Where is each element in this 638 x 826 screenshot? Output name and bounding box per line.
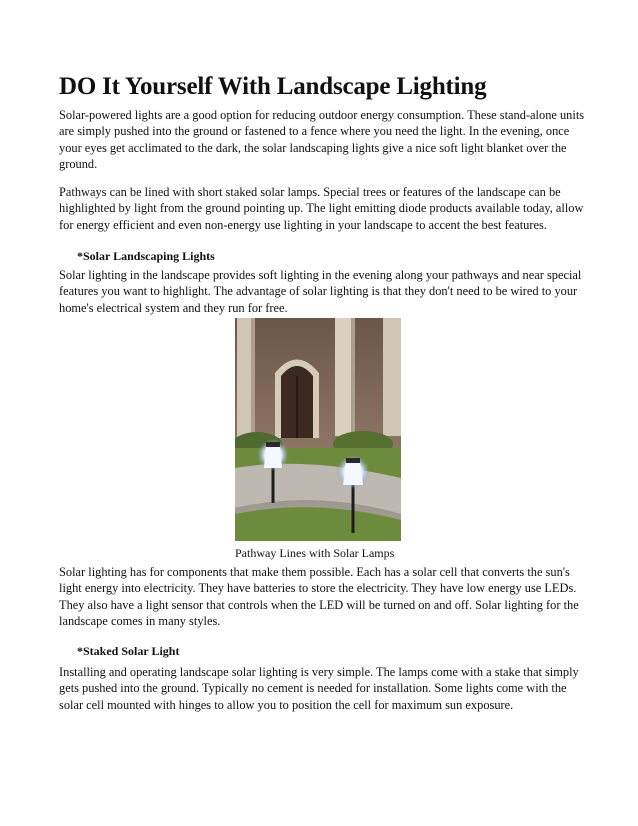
page-title: DO It Yourself With Landscape Lighting — [59, 73, 487, 100]
photo-illustration — [235, 318, 401, 541]
right-column — [335, 318, 351, 436]
paragraph-text: Solar-powered lights are a good option for reducing outdoor energy consumption. These stand-alone units are simply pushed into the ground or fastened to a fence where you need the light. In the evening, once your eyes get acclimated to the dark, the solar landscaping lights give a nice soft light blanket over the ground. — [59, 108, 585, 172]
paragraph-text: Installing and operating landscape solar lighting is very simple. The lamps come with a stake that simply gets pushed into the ground. Typically no cement is needed for installation. Some lights come with the solar cell mounted with hinges to allow you to position the cell for maximum sun exposure. — [59, 665, 579, 712]
subheading-solar-landscaping: *Solar Landscaping Lights — [77, 249, 215, 263]
figure-caption: Pathway Lines with Solar Lamps — [235, 546, 395, 560]
paragraph-intro — [59, 107, 587, 173]
paragraph-text: Solar lighting has for components that make them possible. Each has a solar cell that converts the sun's light energy into electricity. They have batteries to store the electricity. They have low energy use LEDs. They also have a light sensor that controls when the LED will be turned on and off. Solar lighting for the landscape comes in many styles. — [59, 565, 579, 629]
paragraph-pathways — [59, 184, 587, 233]
solar-lamp — [343, 462, 363, 485]
paragraph-solar-lighting — [59, 267, 587, 316]
left-column — [237, 318, 251, 438]
paragraph-text: Solar lighting in the landscape provides soft lighting in the evening along your pathways and near special features you want to highlight. The advantage of solar lighting is that they don't need to be wired to your home's electrical system and they run for free. — [59, 268, 582, 315]
figure-solar-lamps-photo — [235, 318, 401, 541]
paragraph-text: Pathways can be lined with short staked solar lamps. Special trees or features of the landscape can be highlighted by light from the ground pointing up. The light emitting diode products available today, allow for energy efficient and even non-energy use lighting in your landscape to accent the best features. — [59, 185, 584, 232]
paragraph-installing — [59, 664, 587, 713]
paragraph-components — [59, 564, 587, 630]
subheading-staked-solar: *Staked Solar Light — [77, 644, 180, 658]
solar-lamp — [264, 446, 282, 468]
